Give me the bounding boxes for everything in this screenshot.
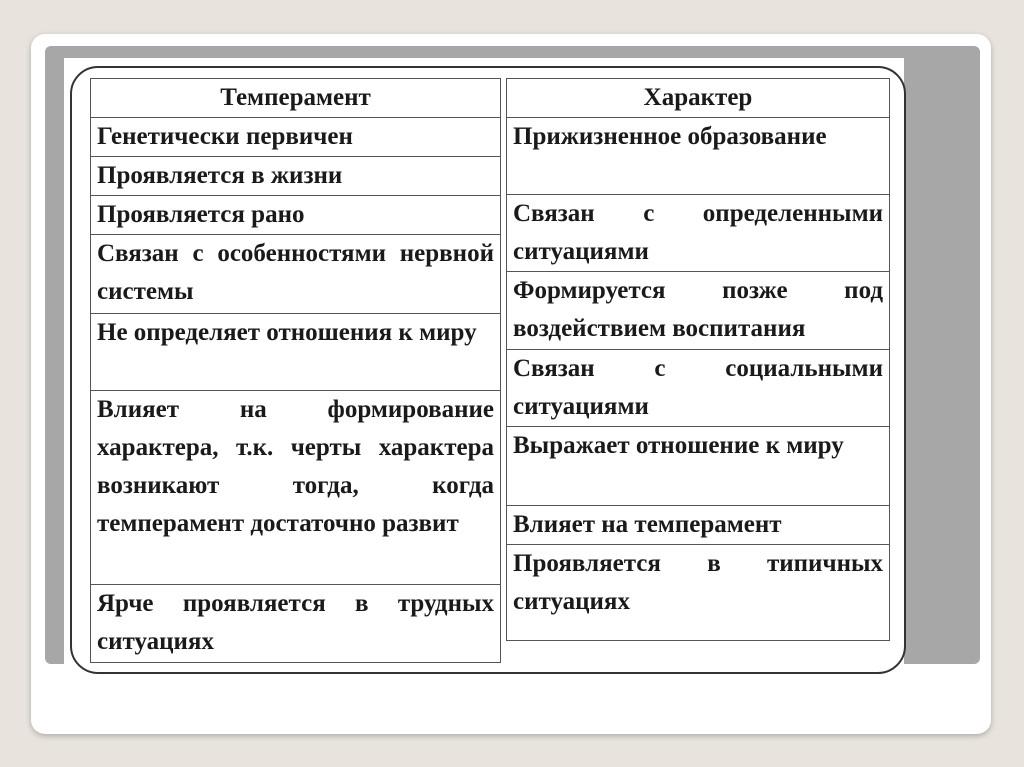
table-cell: Выражает отношение к миру [507, 427, 890, 506]
temperament-table [90, 78, 501, 663]
temperament-header: Темперамент [91, 79, 501, 118]
table-cell: Связан с определенными ситуациями [507, 195, 890, 272]
table-cell: Не определяет отношения к миру [91, 314, 501, 391]
table-cell: Влияет на темперамент [507, 506, 890, 545]
table-cell: Генетически первичен [91, 118, 501, 157]
table-cell: Проявляется в типичных ситуациях [507, 545, 890, 641]
table-cell: Связан с особенностями нервной системы [91, 235, 501, 314]
table-cell: Связан с социальными ситуациями [507, 350, 890, 427]
character-header: Характер [507, 79, 890, 118]
character-table [506, 78, 890, 641]
table-cell: Проявляется рано [91, 196, 501, 235]
table-cell: Влияет на формирование характера, т.к. черты характера возникают тогда, когда темперамент достаточно развит [91, 391, 501, 585]
table-cell: Формируется позже под воздействием воспитания [507, 272, 890, 350]
table-cell: Проявляется в жизни [91, 157, 501, 196]
table-cell: Ярче проявляется в трудных ситуациях [91, 585, 501, 663]
table-cell: Прижизненное образование [507, 118, 890, 195]
